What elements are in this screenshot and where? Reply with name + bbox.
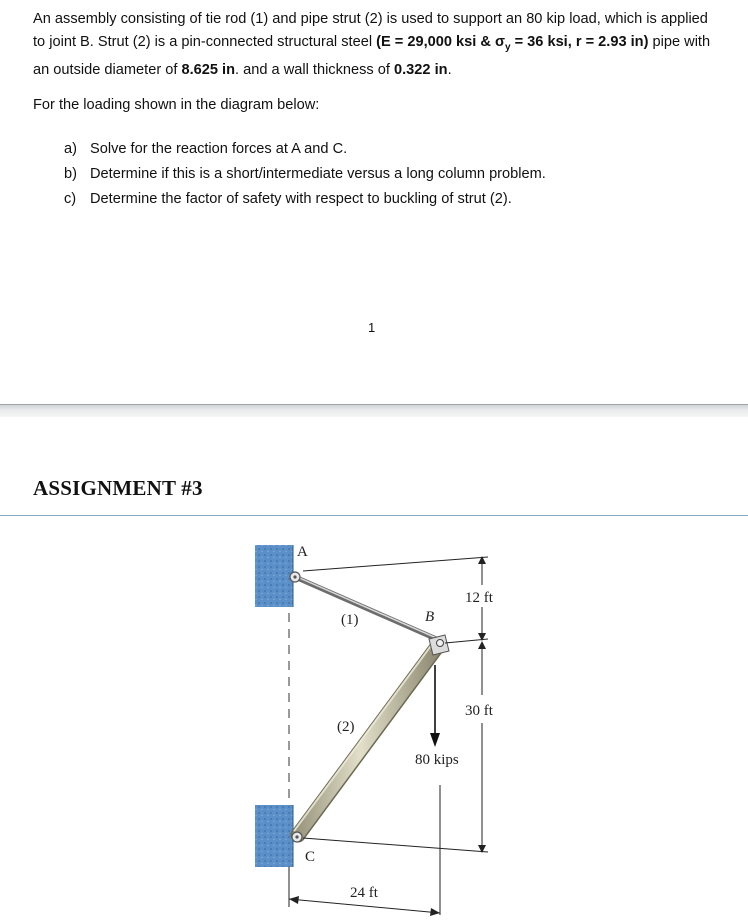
wall-support-c bbox=[255, 805, 293, 867]
pin-b bbox=[437, 640, 444, 647]
list-item bbox=[64, 138, 546, 163]
statement-part: . and a wall thickness of bbox=[235, 62, 395, 79]
label-member-2: (2) bbox=[337, 719, 355, 735]
dim-12ft: 12 ft bbox=[465, 590, 493, 606]
item-label: c) bbox=[64, 191, 77, 207]
heading-rule bbox=[0, 515, 748, 516]
wall-support-a bbox=[255, 545, 293, 607]
problem-statement bbox=[33, 8, 723, 82]
statement-part: An assembly consisting of tie rod (1) and pipe strut (2) is used to support an 80 kip load, which is applied to joint B. Strut (2) is a pin-connected structural steel bbox=[33, 11, 708, 50]
item-text: Determine the factor of safety with respect to buckling of strut (2). bbox=[90, 191, 512, 207]
dim-24ft: 24 ft bbox=[350, 885, 378, 901]
label-b: B bbox=[425, 609, 435, 625]
structure-diagram bbox=[245, 535, 515, 920]
list-item bbox=[64, 188, 546, 213]
question-list bbox=[64, 138, 546, 213]
material-properties bbox=[376, 33, 649, 53]
sigma-subscript: y bbox=[504, 41, 511, 53]
page-separator bbox=[0, 405, 748, 417]
dim-30ft: 30 ft bbox=[465, 703, 493, 719]
assignment-heading: ASSIGNMENT #3 bbox=[33, 476, 203, 500]
label-member-1: (1) bbox=[341, 612, 359, 628]
properties-text-2: = 36 ksi, r = 2.93 in) bbox=[510, 33, 649, 50]
statement-part: pipe with an outside diameter of bbox=[33, 33, 711, 79]
label-c: C bbox=[305, 849, 316, 865]
load-label: 80 kips bbox=[415, 752, 459, 768]
wall-thickness: 0.322 in bbox=[394, 62, 448, 79]
loading-prompt: For the loading shown in the diagram below: bbox=[33, 97, 320, 113]
item-label: b) bbox=[64, 166, 77, 182]
list-item bbox=[64, 163, 546, 188]
label-a: A bbox=[297, 544, 308, 560]
properties-text: (E = 29,000 ksi & σ bbox=[376, 33, 505, 50]
item-label: a) bbox=[64, 141, 77, 157]
tie-rod-1 bbox=[295, 577, 441, 641]
item-text: Determine if this is a short/intermediate versus a long column problem. bbox=[90, 166, 546, 182]
statement-part: . bbox=[447, 62, 452, 79]
item-text: Solve for the reaction forces at A and C. bbox=[90, 141, 348, 157]
outside-diameter: 8.625 in bbox=[181, 62, 236, 79]
page-number: 1 bbox=[368, 320, 376, 335]
